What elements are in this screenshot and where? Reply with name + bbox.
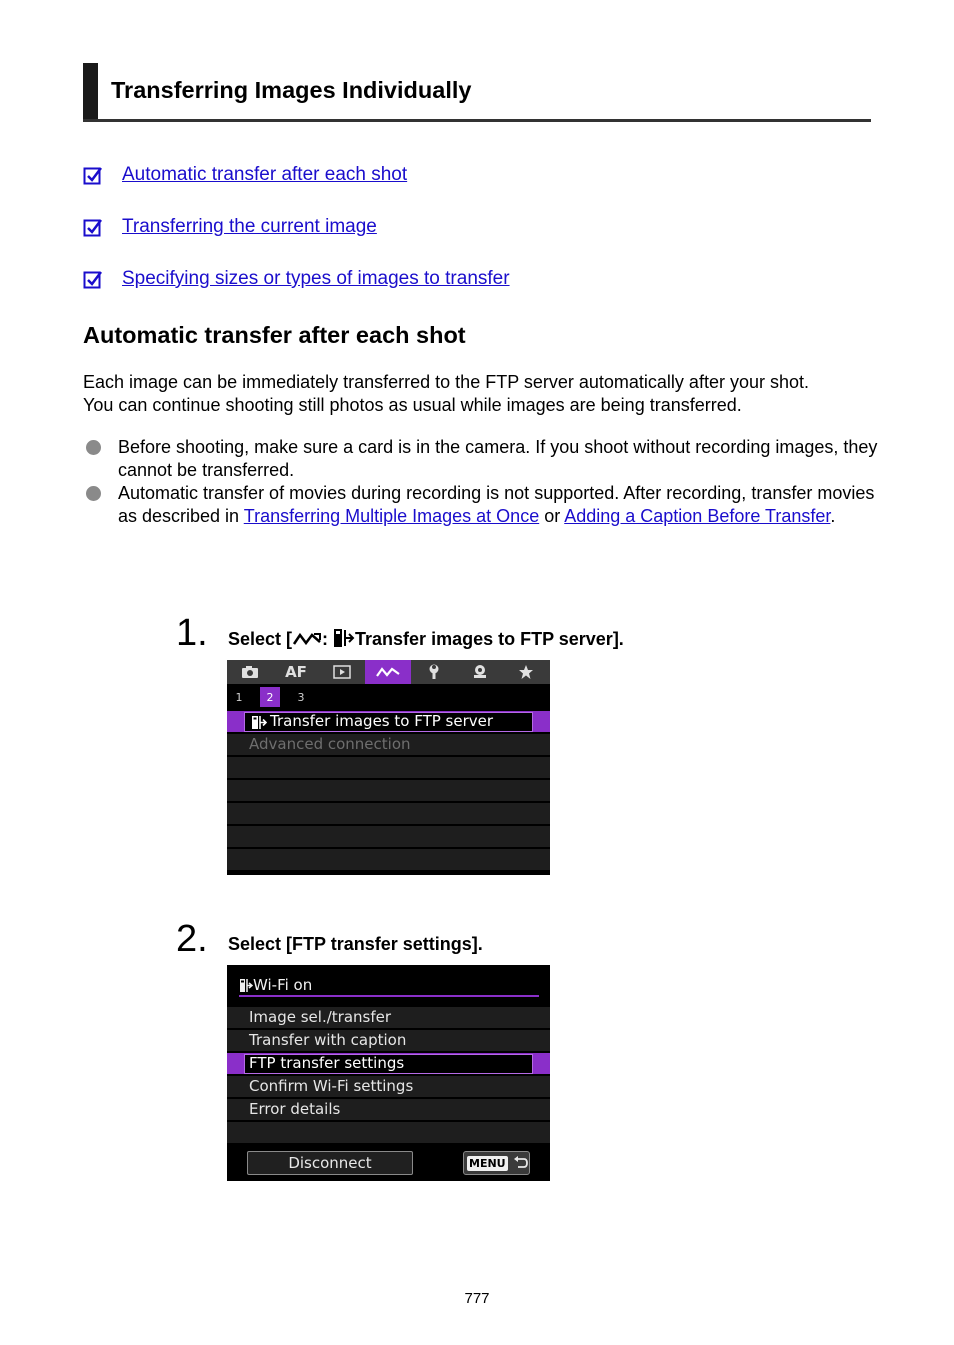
- menu-label: MENU: [469, 1156, 506, 1170]
- toc-link-automatic-transfer[interactable]: Automatic transfer after each shot: [122, 164, 408, 185]
- bullet-text-part: Automatic transfer of movies during recording is not supported. After recording, transfer movies as described in: [118, 483, 875, 526]
- menu-item-label: Image sel./transfer: [249, 1008, 392, 1026]
- page-title: Transferring Images Individually: [111, 77, 472, 103]
- link-adding-caption[interactable]: Adding a Caption Before Transfer: [564, 506, 831, 526]
- custom-functions-icon: [472, 664, 488, 680]
- bullet-text: Before shooting, make sure a card is in the camera. If you shoot without recording images, they cannot be transferred.: [118, 437, 878, 480]
- wireless-icon: [292, 630, 322, 648]
- wireless-icon: [375, 665, 401, 679]
- wrench-icon: [427, 664, 441, 680]
- step-1-text-part: Transfer images to FTP server].: [355, 629, 624, 649]
- menu-item-advanced-connection[interactable]: [227, 734, 550, 756]
- tab-my-menu[interactable]: [503, 660, 549, 684]
- star-icon: [518, 664, 534, 680]
- camera-screen-setup-menu: [227, 660, 550, 875]
- menu-item-empty: [227, 849, 550, 871]
- subtab-1[interactable]: 1: [235, 690, 243, 704]
- intro-line-2: You can continue shooting still photos as usual while images are being transferred.: [83, 395, 742, 415]
- checkbox-icon: [83, 270, 103, 290]
- menu-item-label: Confirm Wi-Fi settings: [249, 1077, 414, 1095]
- menu-back-button[interactable]: [463, 1151, 530, 1175]
- playback-icon: [333, 665, 351, 679]
- title-marker: [83, 63, 98, 119]
- step-2-number: 2.: [176, 918, 208, 960]
- checkbox-icon: [83, 166, 103, 186]
- link-transferring-multiple[interactable]: Transferring Multiple Images at Once: [243, 506, 540, 526]
- subtab-2[interactable]: 2: [260, 687, 280, 707]
- menu-item-label: Transfer with caption: [249, 1031, 407, 1049]
- bullet-icon: [86, 486, 101, 501]
- page-number: 777: [464, 1290, 490, 1307]
- camera-screen-wifi-on: [227, 965, 550, 1181]
- menu-item-transfer-ftp[interactable]: [227, 711, 550, 733]
- section-heading: Automatic transfer after each shot: [83, 322, 466, 348]
- bullet-text: [118, 482, 883, 528]
- step-1-text: [228, 628, 624, 650]
- menu-item-empty: [227, 803, 550, 825]
- return-icon: [512, 1156, 528, 1170]
- tab-shooting[interactable]: [227, 660, 273, 684]
- tab-setup[interactable]: [411, 660, 457, 684]
- step-1-text-part: :: [322, 629, 334, 649]
- menu-item-image-sel-transfer[interactable]: [227, 1007, 550, 1029]
- menu-item-empty: [227, 1122, 550, 1144]
- bullet-text-part: or: [539, 506, 565, 526]
- intro-line-1: Each image can be immediately transferred to the FTP server automatically after your shot.: [83, 372, 809, 392]
- subtab-3[interactable]: 3: [297, 690, 305, 704]
- ftp-transfer-icon: [333, 628, 355, 648]
- checkbox-icon: [83, 218, 103, 238]
- step-1-text-part: Select [: [228, 629, 293, 649]
- tab-custom[interactable]: [457, 660, 503, 684]
- tab-playback[interactable]: [319, 660, 365, 684]
- step-1-number: 1.: [176, 612, 208, 654]
- screen-title-text: Wi-Fi on: [253, 976, 313, 994]
- step-2-text: Select [FTP transfer settings].: [228, 934, 483, 954]
- menu-item-empty: [227, 757, 550, 779]
- menu-subtab-bar: [227, 684, 550, 710]
- toc-link-current-image[interactable]: Transferring the current image: [122, 216, 377, 237]
- menu-item-error-details[interactable]: [227, 1099, 550, 1121]
- screen-title: [239, 975, 539, 997]
- menu-item-label: FTP transfer settings: [249, 1054, 405, 1072]
- toc-link-sizes-types[interactable]: Specifying sizes or types of images to transfer: [122, 268, 510, 289]
- bullet-icon: [86, 440, 101, 455]
- menu-item-label: Error details: [249, 1100, 341, 1118]
- page-title-bar: [83, 63, 871, 122]
- menu-item-label: Transfer images to FTP server: [270, 712, 494, 730]
- menu-item-empty: [227, 826, 550, 848]
- tab-wireless[interactable]: [365, 660, 411, 684]
- intro-paragraph: [83, 371, 883, 417]
- menu-item-transfer-with-caption[interactable]: [227, 1030, 550, 1052]
- menu-tab-bar: [227, 660, 550, 684]
- menu-item-empty: [227, 780, 550, 802]
- bullet-text-part: .: [830, 506, 836, 526]
- menu-item-ftp-transfer-settings[interactable]: [227, 1053, 550, 1075]
- camera-icon: [241, 665, 259, 679]
- disconnect-button[interactable]: Disconnect: [247, 1151, 413, 1175]
- ftp-transfer-icon: [239, 978, 253, 993]
- menu-item-label: Advanced connection: [249, 735, 411, 753]
- menu-item-confirm-wifi[interactable]: [227, 1076, 550, 1098]
- tab-af[interactable]: AF: [285, 663, 307, 681]
- ftp-transfer-icon: [251, 715, 267, 730]
